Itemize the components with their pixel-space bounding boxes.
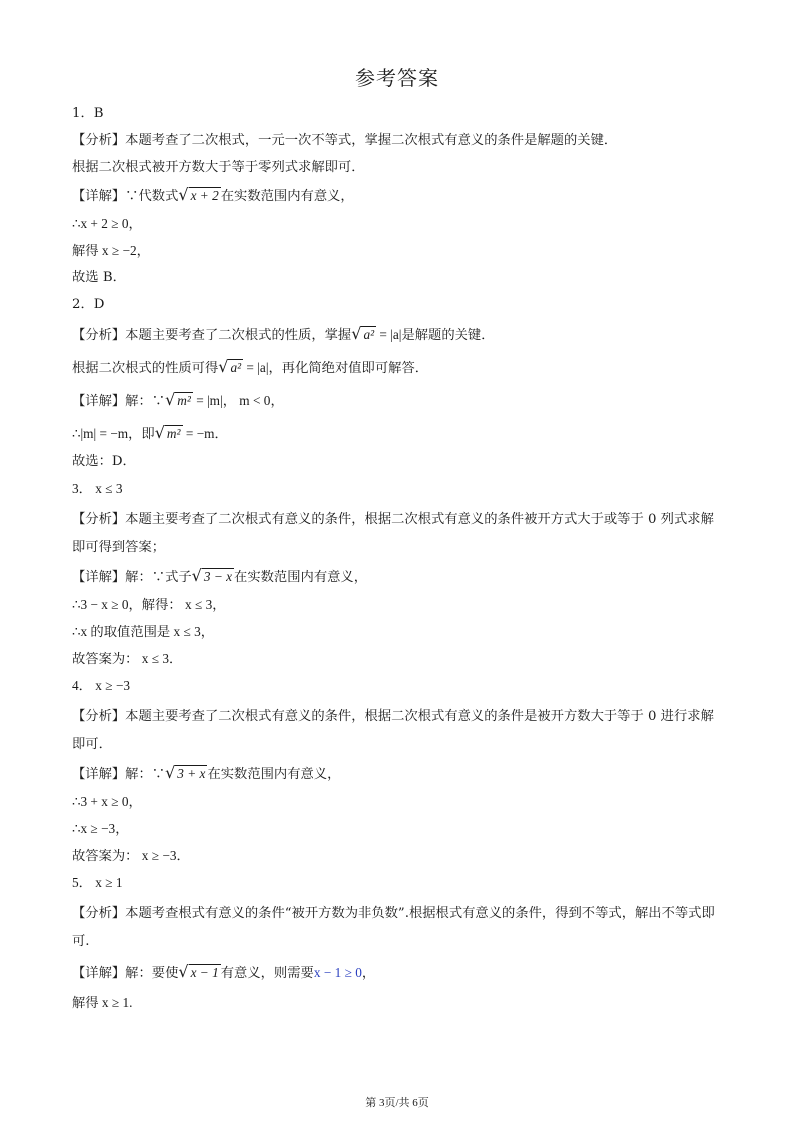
q2-method-suffix: ，再化简绝对值即可解答． xyxy=(268,361,429,376)
q5-detail xyxy=(72,962,724,983)
q2-analysis-formula: a² xyxy=(363,327,375,342)
q1-method: 根据二次根式被开方数大于等于零列式求解即可． xyxy=(72,160,365,175)
page-footer: 第 3页/共 6页 xyxy=(365,1097,429,1109)
q4-answer-line: 故答案为： x ≥ −3． xyxy=(72,848,190,863)
q1-radicand: x + 2 xyxy=(190,188,219,203)
q3-detail xyxy=(72,566,724,587)
q5-detail-prefix: 【详解】解：要使 xyxy=(72,966,179,981)
q3-radicand: 3 − x xyxy=(203,569,233,584)
q4-radicand: 3 + x xyxy=(177,766,206,781)
radical-sign: √ xyxy=(351,324,362,343)
q4-step1: ∴3 + x ≥ 0， xyxy=(72,794,142,809)
q2-step1-prefix: ∴|m| = −m，即 xyxy=(72,426,155,441)
answer-content xyxy=(72,104,724,1012)
q2-choice: 故选：D． xyxy=(72,454,136,469)
q2-answer: 2．D xyxy=(72,297,105,312)
radical-sign: √ xyxy=(178,185,189,204)
q5-analysis: 【分析】本题考查根式有意义的条件“被开方数为非负数”.根据根式有意义的条件，得到不等式，解出不等式即可. xyxy=(72,906,715,949)
q2-method-formula: a² xyxy=(230,360,242,375)
q2-detail xyxy=(72,390,724,411)
q2-detail-suffix: = |m|， m < 0， xyxy=(192,393,284,408)
q2-method-eq: = |a| xyxy=(243,360,269,375)
q3-answer-line: 故答案为： x ≤ 3． xyxy=(72,651,183,666)
q1-step1: ∴x + 2 ≥ 0， xyxy=(72,216,142,231)
q5-answer: 5． x ≥ 1 xyxy=(72,875,123,890)
q2-analysis-suffix: 是解题的关键． xyxy=(401,328,495,343)
q2-step1-formula: m² xyxy=(166,426,181,441)
q2-step1-suffix: = −m． xyxy=(182,426,228,441)
radical-sign: √ xyxy=(191,566,202,585)
q3-detail-prefix: 【详解】解：∵式子 xyxy=(72,570,192,585)
radical-sign: √ xyxy=(154,423,165,442)
q1-choice: 故选 B． xyxy=(72,270,126,285)
q1-detail-prefix: 【详解】∵代数式 xyxy=(72,189,179,204)
q1-detail-suffix: 在实数范围内有意义， xyxy=(220,189,354,204)
radical-sign: √ xyxy=(165,763,176,782)
page-title: 参考答案 xyxy=(355,66,439,90)
q2-step1 xyxy=(72,423,724,444)
q4-detail-suffix: 在实数范围内有意义， xyxy=(207,767,341,782)
q3-step2: ∴x 的取值范围是 x ≤ 3， xyxy=(72,624,215,639)
q3-answer: 3． x ≤ 3 xyxy=(72,481,123,496)
q3-detail-suffix: 在实数范围内有意义， xyxy=(234,570,368,585)
q4-analysis: 【分析】本题主要考查了二次根式有意义的条件，根据二次根式有意义的条件是被开方数大于等于 0 进行求解即可． xyxy=(72,709,714,752)
q4-detail xyxy=(72,763,724,784)
q2-detail-formula: m² xyxy=(177,393,191,408)
q2-method xyxy=(72,357,724,378)
q3-step1: ∴3 − x ≥ 0，解得： x ≤ 3， xyxy=(72,597,226,612)
q2-method-prefix: 根据二次根式的性质可得 xyxy=(72,361,219,376)
q1-answer: 1．B xyxy=(72,106,104,121)
q1-detail xyxy=(72,185,724,206)
q2-detail-prefix: 【详解】解：∵ xyxy=(72,394,166,409)
q1-analysis: 【分析】本题考查了二次根式，一元一次不等式，掌握二次根式有意义的条件是解题的关键． xyxy=(72,133,618,148)
q1-step2: 解得 x ≥ −2， xyxy=(72,243,150,258)
q2-analysis-prefix: 【分析】本题主要考查了二次根式的性质，掌握 xyxy=(72,328,352,343)
q5-condition: x − 1 ≥ 0 xyxy=(313,965,362,980)
radical-sign: √ xyxy=(165,390,176,409)
q2-analysis-eq: = |a| xyxy=(376,327,402,342)
q4-answer: 4． x ≥ −3 xyxy=(72,678,131,693)
q5-detail-suffix: ， xyxy=(361,966,376,981)
q4-detail-prefix: 【详解】解：∵ xyxy=(72,767,166,782)
q3-analysis: 【分析】本题主要考查了二次根式有意义的条件，根据二次根式有意义的条件被开方式大于或等于 0 列式求解即可得到答案； xyxy=(72,512,714,555)
radical-sign: √ xyxy=(178,962,189,981)
q4-step2: ∴x ≥ −3， xyxy=(72,821,129,836)
q2-analysis xyxy=(72,324,724,345)
radical-sign: √ xyxy=(218,357,229,376)
q5-radicand: x − 1 xyxy=(190,965,219,980)
q5-step1: 解得 x ≥ 1. xyxy=(72,995,133,1010)
q5-detail-mid: 有意义，则需要 xyxy=(220,966,314,981)
